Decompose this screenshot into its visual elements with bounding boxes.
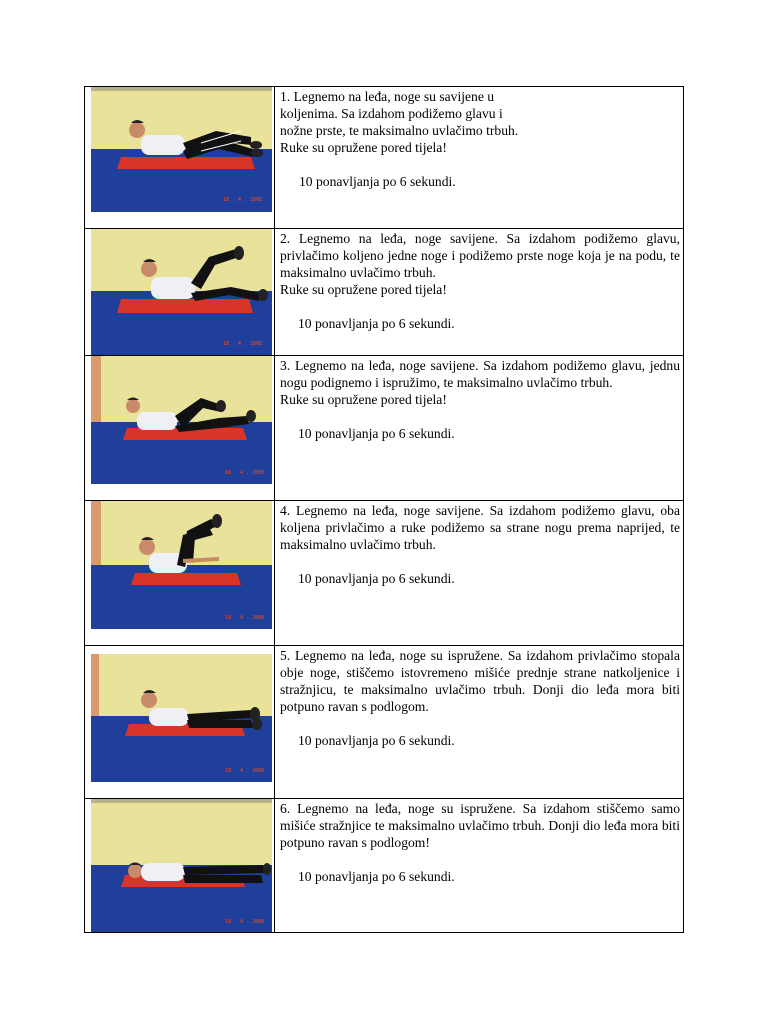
exercise-reps: 10 ponavljanja po 6 sekundi. xyxy=(298,869,455,884)
exercise-row-4 xyxy=(85,501,683,646)
exercise-row-1 xyxy=(85,87,683,229)
exercise-note: Ruke su opružene pored tijela! xyxy=(280,282,447,297)
exercise-note: Ruke su opružene pored tijela! xyxy=(280,392,447,407)
exercise-reps: 10 ponavljanja po 6 sekundi. xyxy=(299,174,456,189)
exercise-photo-4 xyxy=(91,501,272,629)
photo-date-stamp: 18 . 4 . 2008 xyxy=(225,919,265,925)
exercise-row-6 xyxy=(85,799,683,932)
exercise-text-5 xyxy=(280,647,680,749)
exercise-text-1 xyxy=(280,88,680,190)
exercise-text-3 xyxy=(280,357,680,442)
exercise-table xyxy=(84,86,684,933)
photo-cell xyxy=(85,229,275,355)
photo-date-stamp: 18 . 4 . 2008 xyxy=(225,615,265,621)
exercise-description: 5. Legnemo na leđa, noge su ispružene. Sa izdahom privlačimo stopala obje noge, stiščemo istovremeno mišiće prednje strane natkoljenice i stražnjicu, te maksimalno uvlačimo trbuh. Donji dio leđa mora biti potpuno ravan s podlogom. xyxy=(280,648,680,714)
photo-cell xyxy=(85,356,275,500)
photo-cell xyxy=(85,646,275,798)
photo-cell xyxy=(85,87,275,228)
exercise-description: 6. Legnemo na leđa, noge su ispružene. Sa izdahom stiščemo samo mišiće stražnjice te maksimalno uvlačimo trbuh. Donji dio leđa mora biti potpuno ravan s podlogom! xyxy=(280,801,681,850)
exercise-description: 1. Legnemo na leđa, noge su savijene u koljenima. Sa izdahom podižemo glavu i nožne prste, te maksimalno uvlačimo trbuh. Ruke su opružene pored tijela! xyxy=(280,89,519,155)
exercise-photo-3 xyxy=(91,356,272,484)
exercise-row-3 xyxy=(85,356,683,501)
exercise-reps: 10 ponavljanja po 6 sekundi. xyxy=(298,316,455,331)
photo-date-stamp: 18 . 4 . 2008 xyxy=(223,197,263,203)
exercise-description: 3. Legnemo na leđa, noge savijene. Sa izdahom podižemo glavu, jednu nogu podignemo i ispružimo, te maksimalno uvlačimo trbuh. xyxy=(280,358,680,390)
exercise-photo-2 xyxy=(91,229,272,355)
photo-date-stamp: 18 . 4 . 2008 xyxy=(225,768,265,774)
exercise-row-5 xyxy=(85,646,683,799)
photo-date-stamp: 18 . 4 . 2008 xyxy=(223,341,263,347)
exercise-photo-1 xyxy=(91,87,272,212)
exercise-reps: 10 ponavljanja po 6 sekundi. xyxy=(298,426,455,441)
exercise-photo-5 xyxy=(91,654,272,782)
exercise-reps: 10 ponavljanja po 6 sekundi. xyxy=(298,571,455,586)
exercise-text-4 xyxy=(280,502,680,587)
exercise-description: 4. Legnemo na leđa, noge savijene. Sa izdahom podižemo glavu, oba koljena privlačimo a ruke podižemo sa strane nogu prema naprijed, te maksimalno uvlačimo trbuh. xyxy=(280,503,681,552)
exercise-reps: 10 ponavljanja po 6 sekundi. xyxy=(298,733,455,748)
exercise-photo-6 xyxy=(91,799,272,932)
exercise-description: 2. Legnemo na leđa, noge savijene. Sa izdahom podižemo glavu, privlačimo koljeno jedne noge i podižemo prste noge koja je na podu, te maksimalno uvlačimo trbuh. xyxy=(280,231,680,280)
photo-date-stamp: 18 . 4 . 2008 xyxy=(225,470,265,476)
photo-cell xyxy=(85,799,275,932)
exercise-row-2 xyxy=(85,229,683,356)
exercise-text-6 xyxy=(280,800,680,885)
photo-cell xyxy=(85,501,275,645)
exercise-text-2 xyxy=(280,230,680,332)
